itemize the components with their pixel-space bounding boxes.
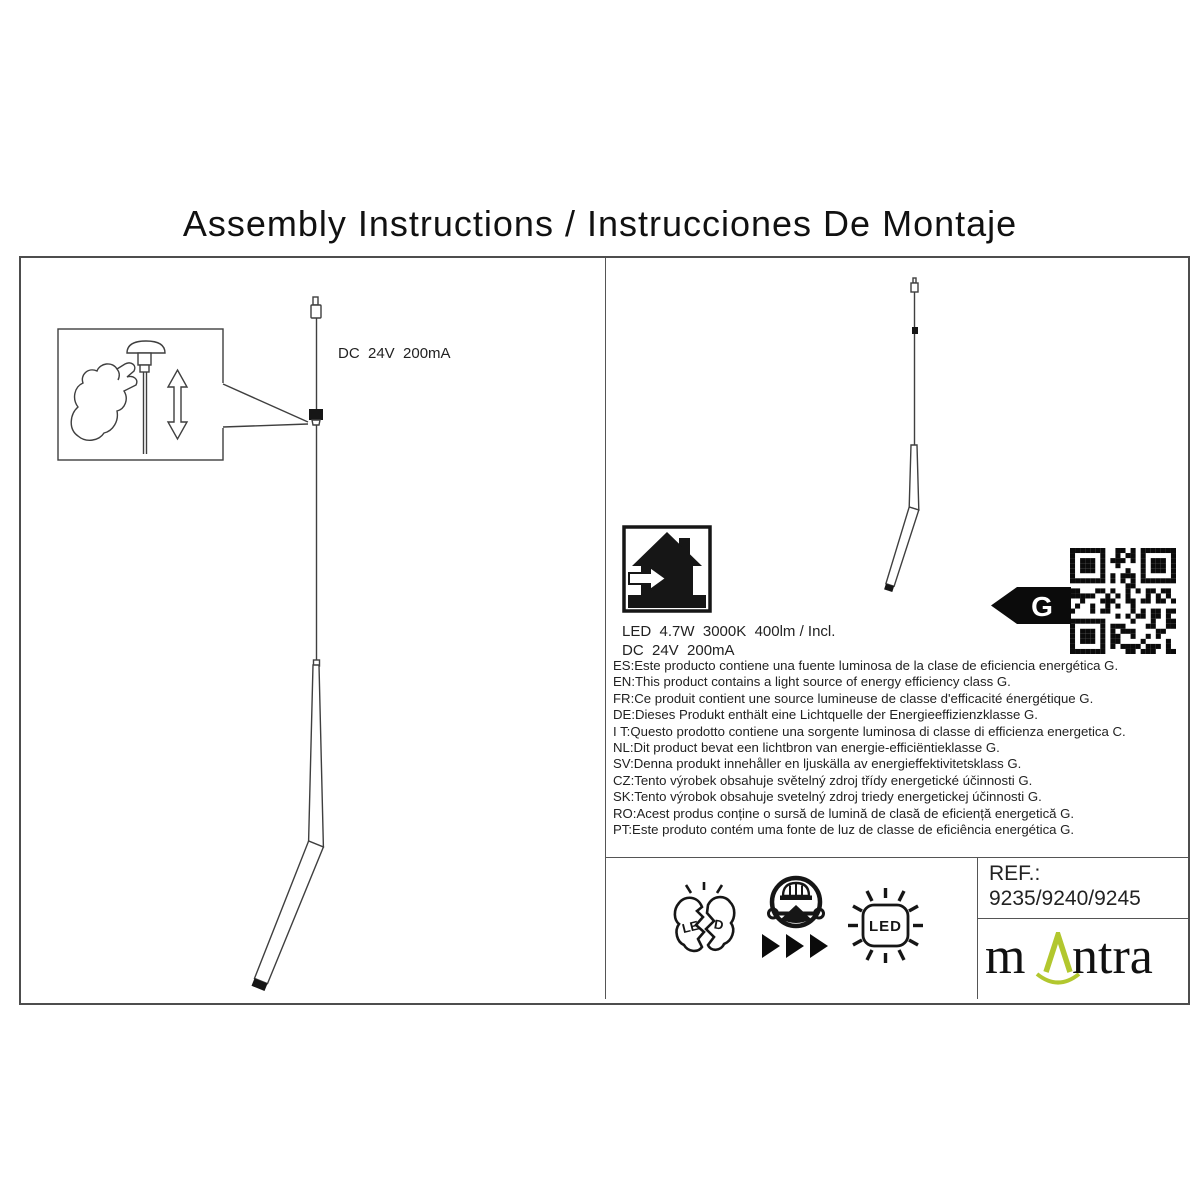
house-indoor-icon — [622, 525, 712, 613]
lang-line-sv: SV:Denna produkt innehåller en ljuskälla av energieffektivitetsklass G. — [613, 756, 1022, 772]
energy-class-letter: G — [1031, 591, 1053, 622]
plug-body — [311, 305, 321, 318]
broken-led-icon — [670, 880, 738, 964]
energy-language-list — [613, 658, 1126, 838]
lang-line-es: ES:Este producto contiene una fuente luminosa de la clase de eficiencia energética G. — [613, 658, 1119, 673]
led-icon — [842, 880, 928, 968]
cable-adjuster — [309, 409, 323, 420]
page-title: Assembly Instructions / Instrucciones De Montaje — [182, 203, 1018, 244]
lang-line-cz: CZ:Tento výrobek obsahuje světelný zdroj třídy energetické účinnosti G. — [613, 772, 1033, 788]
lang-line-nl: NL:Dit product bevat een lichtbron van energie-efficiëntieklasse G. — [613, 740, 1000, 756]
broken-led-label-left: LE — [680, 917, 701, 937]
plug-pin — [313, 297, 318, 305]
lang-line-de: DE:Dieses Produkt enthält eine Lichtquelle der Energieeffizienzklasse G. — [613, 707, 1038, 723]
lang-line-fr: FR:Ce produit contient une source lumineuse de classe d'efficacité énergétique G. — [613, 690, 1094, 706]
brand-letters-ntra: ntra — [1072, 928, 1153, 985]
socket-icon — [138, 353, 151, 365]
lang-line-sk: SK:Tento výrobok obsahuje svetelný zdroj triedy energetickej účinnosti G. — [613, 789, 1042, 805]
lang-line-pt: PT:Este produto contém uma fonte de luz de classe de eficiência energética G. — [613, 822, 1075, 838]
ref-box-divider — [977, 857, 978, 999]
arrows-right-icon — [762, 934, 828, 958]
bottom-row-divider — [606, 857, 1188, 858]
ref-label: REF.: — [989, 862, 1041, 885]
energy-class-arrow — [991, 587, 1071, 624]
spec-line-dc: DC 24V 200mA — [622, 642, 735, 659]
lang-line-ro: RO:Acest produs conține o sursă de lumină de clasă de eficiență energetică G. — [613, 805, 1075, 821]
spec-line-led: LED 4.7W 3000K 400lm / Incl. — [622, 623, 836, 640]
led-badge-label: LED — [869, 918, 902, 935]
qr-code — [1070, 548, 1176, 654]
left-panel — [21, 258, 606, 999]
ref-value: 9235/9240/9245 — [989, 887, 1141, 910]
ref-brand-divider — [978, 918, 1188, 919]
brand-lambda-icon — [1040, 932, 1076, 974]
technician-icon — [759, 874, 833, 962]
lamp-specs — [622, 622, 835, 660]
canopy-icon — [127, 341, 165, 353]
pendant-lamp-drawing-left — [21, 258, 605, 999]
main-frame — [19, 256, 1190, 1005]
lang-line-en: EN:This product contains a light source of energy efficiency class G. — [613, 674, 1011, 690]
broken-led-label-right: D — [712, 916, 725, 933]
lang-line-it: I T:Questo prodotto contiene una sorgente luminosa di classe di efficienza energetica C. — [613, 723, 1126, 739]
brand-letter-m: m — [985, 928, 1026, 985]
right-panel — [606, 258, 1188, 999]
power-spec-label: DC 24V 200mA — [338, 345, 451, 362]
gripper-button — [140, 365, 149, 372]
